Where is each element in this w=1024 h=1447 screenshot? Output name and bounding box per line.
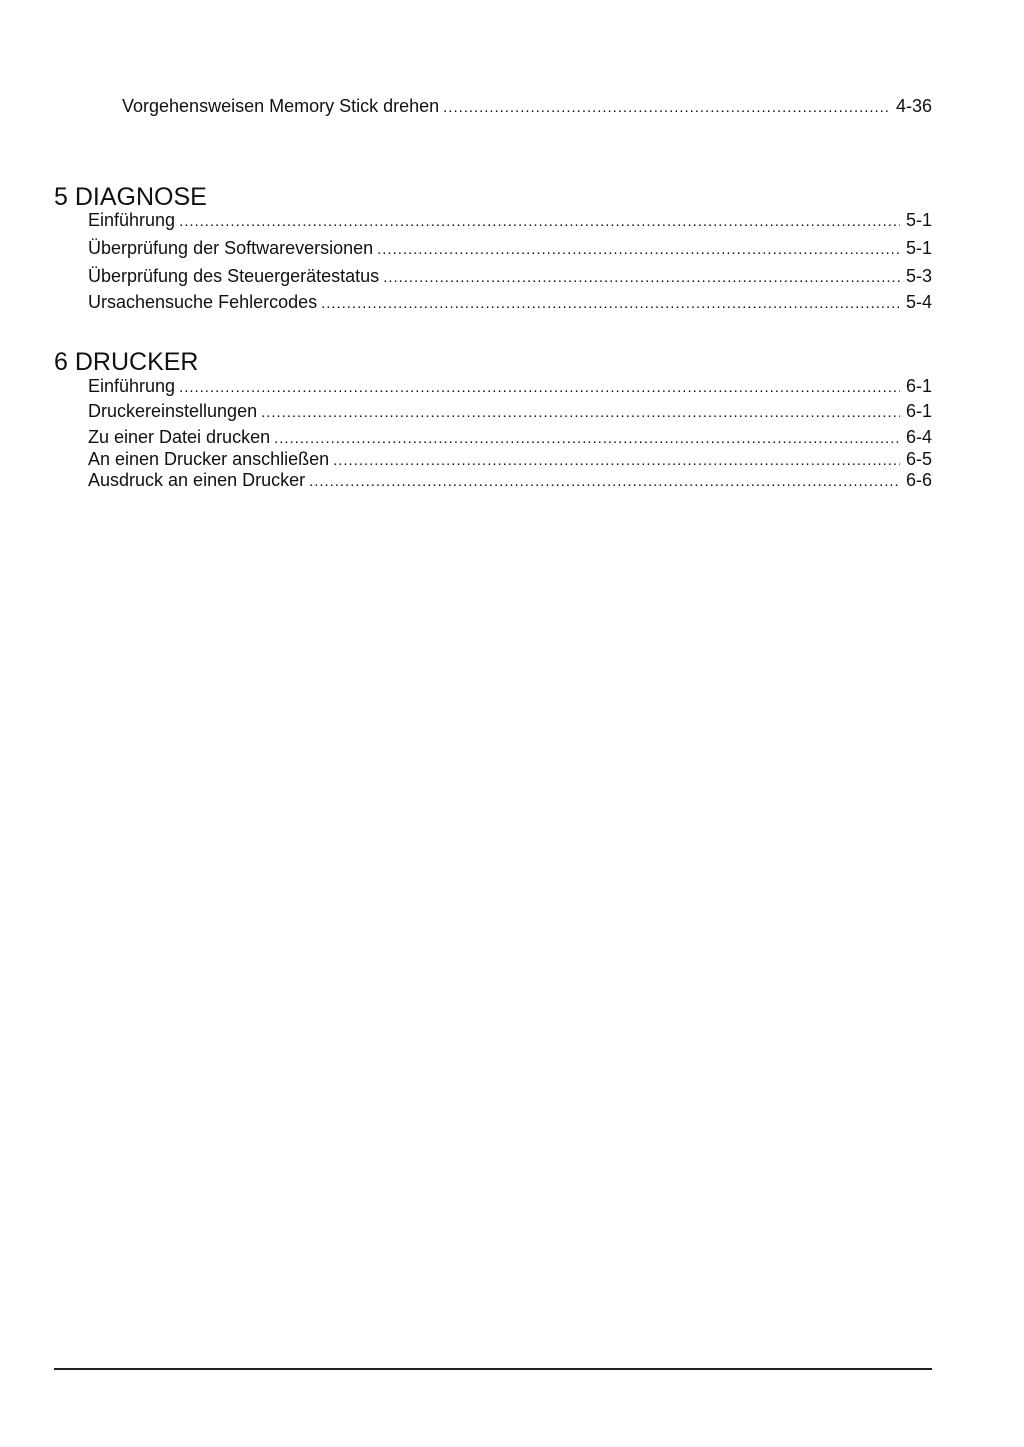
dot-leader <box>377 239 900 261</box>
toc-entry-page: 6-1 <box>905 376 932 396</box>
dot-leader <box>443 97 890 119</box>
toc-entry-page: 6-4 <box>905 427 932 447</box>
toc-entry-label: Zu einer Datei drucken <box>88 427 271 447</box>
toc-entry-page: 5-3 <box>905 266 932 286</box>
toc-entry-label: Überprüfung des Steuergerätestatus <box>88 266 380 286</box>
toc-entry-page: 4-36 <box>895 96 932 116</box>
dot-leader <box>383 267 900 289</box>
toc-entry-page: 6-6 <box>905 470 932 490</box>
toc-entry-label: Ausdruck an einen Drucker <box>88 470 306 490</box>
toc-entry-label: Vorgehensweisen Memory Stick drehen <box>122 96 440 116</box>
toc-entry[interactable] <box>88 469 932 491</box>
toc-entry-label: Überprüfung der Softwareversionen <box>88 238 374 258</box>
toc-entry-label: Ursachensuche Fehlercodes <box>88 292 318 312</box>
dot-leader <box>321 293 900 315</box>
chapter-heading-5: 5 DIAGNOSE <box>54 183 207 211</box>
dot-leader <box>261 402 900 424</box>
toc-entry[interactable] <box>88 291 932 313</box>
dot-leader <box>179 211 900 233</box>
toc-entry-page: 6-5 <box>905 449 932 469</box>
toc-entry-label: Einführung <box>88 376 176 396</box>
toc-entry[interactable] <box>88 265 932 287</box>
toc-entry-label: Einführung <box>88 210 176 230</box>
toc-entry-page: 5-1 <box>905 238 932 258</box>
toc-entry[interactable] <box>88 426 932 448</box>
dot-leader <box>274 428 900 450</box>
chapter-heading-6: 6 DRUCKER <box>54 348 199 376</box>
footer-rule <box>54 1368 932 1370</box>
dot-leader <box>309 471 900 493</box>
toc-entry[interactable] <box>88 237 932 259</box>
dot-leader <box>179 377 900 399</box>
toc-entry-page: 6-1 <box>905 401 932 421</box>
toc-entry[interactable] <box>88 209 932 231</box>
toc-entry-page: 5-1 <box>905 210 932 230</box>
toc-entry[interactable] <box>88 448 932 470</box>
toc-entry[interactable] <box>88 375 932 397</box>
toc-entry-label: Druckereinstellungen <box>88 401 258 421</box>
toc-entry-page: 5-4 <box>905 292 932 312</box>
toc-entry-memory-stick[interactable] <box>122 95 932 117</box>
toc-entry[interactable] <box>88 400 932 422</box>
toc-entry-label: An einen Drucker anschließen <box>88 449 330 469</box>
